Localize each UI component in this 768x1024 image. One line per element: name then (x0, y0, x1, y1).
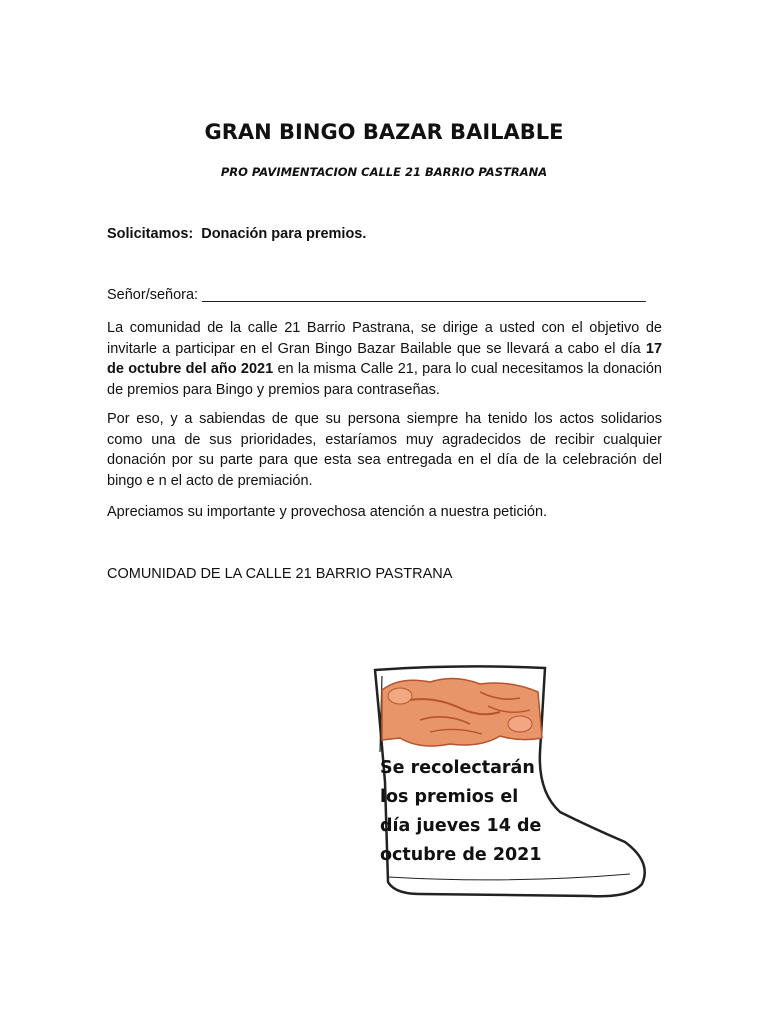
document-title: GRAN BINGO BAZAR BAILABLE (204, 120, 564, 144)
paragraph-invitation-end: en la misma Calle 21, para lo cual necesitamos la donación de premios para Bingo y premios para contraseñas. (107, 361, 662, 398)
handshake-icon (382, 678, 542, 746)
boot-note-line2: los premios el (380, 787, 519, 807)
addressee-label: Señor/señora: (107, 287, 199, 303)
paragraph-thanks: Apreciamos su importante y provechosa atención a nuestra petición. (107, 504, 548, 520)
addressee-line (107, 287, 646, 303)
boot-note-line3: día jueves 14 de (380, 816, 542, 836)
boot-note-line1: Se recolectarán (380, 758, 535, 778)
request-label: Solicitamos: (107, 226, 194, 242)
boot-note (380, 754, 550, 870)
addressee-blank: _______________________________________________________ (202, 287, 646, 303)
request-value: Donación para premios. (201, 226, 367, 242)
request-line (107, 226, 366, 242)
paragraph-invitation-start: La comunidad de la calle 21 Barrio Pastrana, se dirige a usted con el objetivo de invitarle a participar en el Gran Bingo Bazar Bailable que se llevará a cabo el día (107, 320, 662, 357)
paragraph-invitation (107, 318, 662, 400)
event-date: 17 de octubre del año 2021 (107, 340, 663, 377)
document-subtitle: PRO PAVIMENTACION CALLE 21 BARRIO PASTRANA (220, 165, 548, 179)
paragraph-request: Por eso, y a sabiendas de que su persona siempre ha tenido los actos solidarios como una de sus prioridades, estaríamos muy agradecidos de recibir cualquier donación por su parte para que esta sea entregada en el día de la celebración del bingo e n el acto de premiación. (107, 411, 662, 489)
signature: COMUNIDAD DE LA CALLE 21 BARRIO PASTRANA (107, 566, 453, 582)
boot-note-line4: octubre de 2021 (380, 845, 542, 865)
